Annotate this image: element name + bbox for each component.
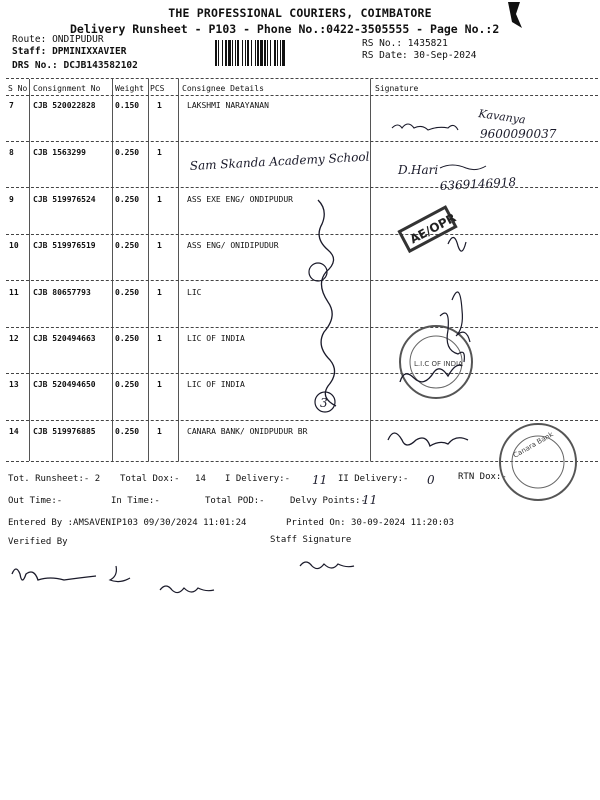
canara-bank-stamp — [500, 424, 576, 500]
barcode-bar — [270, 40, 271, 66]
stamp-text: L.I.C OF INDIA — [414, 360, 463, 368]
barcode-bar — [264, 40, 266, 66]
row-pcs: 1 — [157, 241, 162, 250]
delvy-points-label: Delvy Points:- — [290, 496, 366, 506]
ae-opr-stamp — [399, 205, 459, 251]
total-pod-label: Total POD:- — [205, 496, 265, 506]
row-consignment: CJB 520494663 — [33, 334, 96, 343]
col-consignee: Consignee Details — [182, 84, 264, 93]
lic-stamp — [400, 326, 472, 398]
handwritten-delvy-points: 11 — [362, 493, 378, 507]
row-consignee: CANARA BANK/ ONIDPUDUR BR — [187, 427, 308, 436]
barcode-bar — [215, 40, 217, 66]
col-divider — [148, 79, 149, 461]
drs-label: DRS No.: — [12, 60, 58, 71]
i-delivery-label: I Delivery:- — [225, 474, 291, 484]
row-sno: 12 — [9, 334, 19, 343]
signature-scribble — [300, 562, 354, 569]
col-weight: Weight — [115, 84, 144, 93]
handwritten-number: 3 — [320, 396, 328, 410]
staff-label: Staff: — [12, 46, 47, 57]
barcode-bar — [260, 40, 263, 66]
handwritten-name: D.Hari — [398, 163, 439, 177]
signature-scribble — [160, 586, 214, 593]
row-weight: 0.250 — [115, 241, 140, 250]
row-weight: 0.150 — [115, 101, 140, 110]
row-consignee: LIC OF INDIA — [187, 334, 245, 343]
row-rule — [6, 373, 598, 374]
row-consignment: CJB 520494650 — [33, 380, 96, 389]
row-consignment: CJB 519976524 — [33, 195, 96, 204]
row-sno: 10 — [9, 241, 19, 250]
col-divider — [370, 79, 371, 461]
rtn-dox-label: RTN Dox:- — [458, 472, 507, 482]
row-sno: 7 — [9, 101, 14, 110]
barcode-bar — [280, 40, 281, 66]
runsheet-subtitle: Delivery Runsheet - P103 - Phone No.:0422-3505555 - Page No.:2 — [70, 22, 500, 36]
row-consignee: LIC — [187, 288, 202, 297]
barcode — [215, 40, 351, 66]
rs-date-label: RS Date: — [362, 50, 408, 61]
table-header-rule — [6, 95, 598, 96]
row-consignment: CJB 1563299 — [33, 148, 86, 157]
row-rule — [6, 187, 598, 188]
tot-runsheet-value: 2 — [94, 474, 101, 484]
entered-by — [8, 518, 246, 528]
row-weight: 0.250 — [115, 380, 140, 389]
barcode-bar — [257, 40, 259, 66]
barcode-bar — [232, 40, 233, 66]
signature-scribble — [110, 566, 130, 582]
row-pcs: 1 — [157, 148, 162, 157]
row-pcs: 1 — [157, 427, 162, 436]
signature-scribble — [388, 433, 468, 446]
signature-scribble — [440, 313, 464, 362]
row-consignment: CJB 80657793 — [33, 288, 91, 297]
staff-signature-label: Staff Signature — [270, 535, 352, 545]
row-consignment: CJB 519976519 — [33, 241, 96, 250]
col-divider — [178, 79, 179, 461]
row-sno: 13 — [9, 380, 19, 389]
row-pcs: 1 — [157, 334, 162, 343]
row-weight: 0.250 — [115, 427, 140, 436]
route-label: Route: — [12, 34, 47, 45]
barcode-bar — [267, 40, 268, 66]
col-divider — [112, 79, 113, 461]
row-consignee: ASS ENG/ ONIDIPUDUR — [187, 241, 279, 250]
barcode-bar — [237, 40, 239, 66]
total-dox — [120, 474, 206, 484]
company-title: THE PROFESSIONAL COURIERS, COIMBATORE — [168, 6, 432, 20]
in-time-label: In Time:- — [111, 496, 160, 506]
row-consignment: CJB 519976885 — [33, 427, 96, 436]
col-pcs: PCS — [150, 84, 165, 93]
row-weight: 0.250 — [115, 334, 140, 343]
table-bottom-rule — [6, 461, 598, 462]
barcode-bar — [282, 40, 285, 66]
route-value: ONDIPUDUR — [52, 34, 104, 45]
row-rule — [6, 280, 598, 281]
signature-scribble — [440, 165, 486, 170]
col-consignment: Consignment No — [33, 84, 101, 93]
row-weight: 0.250 — [115, 288, 140, 297]
barcode-bar — [255, 40, 256, 66]
handwritten-phone: 6369146918 — [439, 175, 517, 193]
entered-by-label: Entered By : — [8, 518, 74, 528]
barcode-bar — [247, 40, 249, 66]
barcode-bar — [235, 40, 236, 66]
row-consignment: CJB 520022828 — [33, 101, 96, 110]
col-divider — [29, 79, 30, 461]
barcode-bar — [228, 40, 231, 66]
entered-by-value: AMSAVENIP103 09/30/2024 11:01:24 — [73, 518, 247, 528]
row-pcs: 1 — [157, 288, 162, 297]
tot-runsheet-label: Tot. Runsheet:- — [8, 474, 90, 484]
barcode-bar — [245, 40, 246, 66]
row-rule — [6, 327, 598, 328]
staff-value: DPMINIXXAVIER — [52, 46, 127, 57]
total-dox-label: Total Dox:- — [120, 474, 180, 484]
barcode-bar — [222, 40, 223, 66]
circled-mark — [315, 392, 335, 412]
ii-delivery-label: II Delivery:- — [338, 474, 409, 484]
handwritten-ii-delivery: 0 — [427, 473, 435, 487]
stamp-text: Canara Bank — [511, 430, 555, 460]
signature-scribble — [12, 569, 96, 580]
rs-date-line — [362, 50, 476, 61]
row-pcs: 1 — [157, 380, 162, 389]
handwritten-name: Kavanya — [477, 107, 527, 127]
signature-scribble — [448, 237, 466, 251]
row-pcs: 1 — [157, 195, 162, 204]
row-rule — [6, 234, 598, 235]
row-sno: 14 — [9, 427, 19, 436]
row-consignee: ASS EXE ENG/ ONDIPUDUR — [187, 195, 293, 204]
row-consignee: LAKSHMI NARAYANAN — [187, 101, 269, 110]
barcode-bar — [251, 40, 252, 66]
row-weight: 0.250 — [115, 148, 140, 157]
rs-no-label: RS No.: — [362, 38, 403, 49]
circled-mark — [309, 263, 327, 281]
row-sno: 9 — [9, 195, 14, 204]
total-dox-value: 14 — [195, 474, 206, 484]
row-sno: 8 — [9, 148, 14, 157]
handwritten-i-delivery: 11 — [312, 473, 328, 487]
barcode-bar — [225, 40, 227, 66]
row-pcs: 1 — [157, 101, 162, 110]
row-rule — [6, 141, 598, 142]
handwritten-consignee: Sam Skanda Academy School — [189, 149, 370, 173]
printed-on — [286, 518, 454, 528]
printed-on-label: Printed On: — [286, 518, 346, 528]
table-top-rule — [6, 78, 598, 79]
rs-date-value: 30-Sep-2024 — [413, 50, 477, 61]
drs-value: DCJB143582102 — [63, 60, 138, 71]
out-time-label: Out Time:- — [8, 496, 63, 506]
barcode-bar — [218, 40, 219, 66]
rs-no-value: 1435821 — [407, 38, 448, 49]
printed-on-value: 30-09-2024 11:20:03 — [351, 518, 454, 528]
drs-line — [12, 60, 138, 71]
row-sno: 11 — [9, 288, 19, 297]
row-consignee: LIC OF INDIA — [187, 380, 245, 389]
squiggle-line — [318, 200, 336, 406]
row-rule — [6, 420, 598, 421]
col-sno: S No — [8, 84, 28, 93]
col-signature: Signature — [375, 84, 419, 93]
staff-line — [12, 46, 126, 57]
stamp-text: AE/OPR — [407, 210, 459, 247]
handwritten-phone: 9600090037 — [480, 127, 557, 141]
route-line — [12, 34, 104, 45]
signature-scribble — [452, 292, 470, 342]
barcode-bar — [274, 40, 276, 66]
rs-no-line — [362, 38, 448, 49]
barcode-bar — [277, 40, 278, 66]
verified-by-label: Verified By — [8, 537, 68, 547]
tot-runsheet — [8, 474, 100, 484]
signature-scribble — [392, 124, 458, 130]
row-weight: 0.250 — [115, 195, 140, 204]
barcode-bar — [242, 40, 243, 66]
